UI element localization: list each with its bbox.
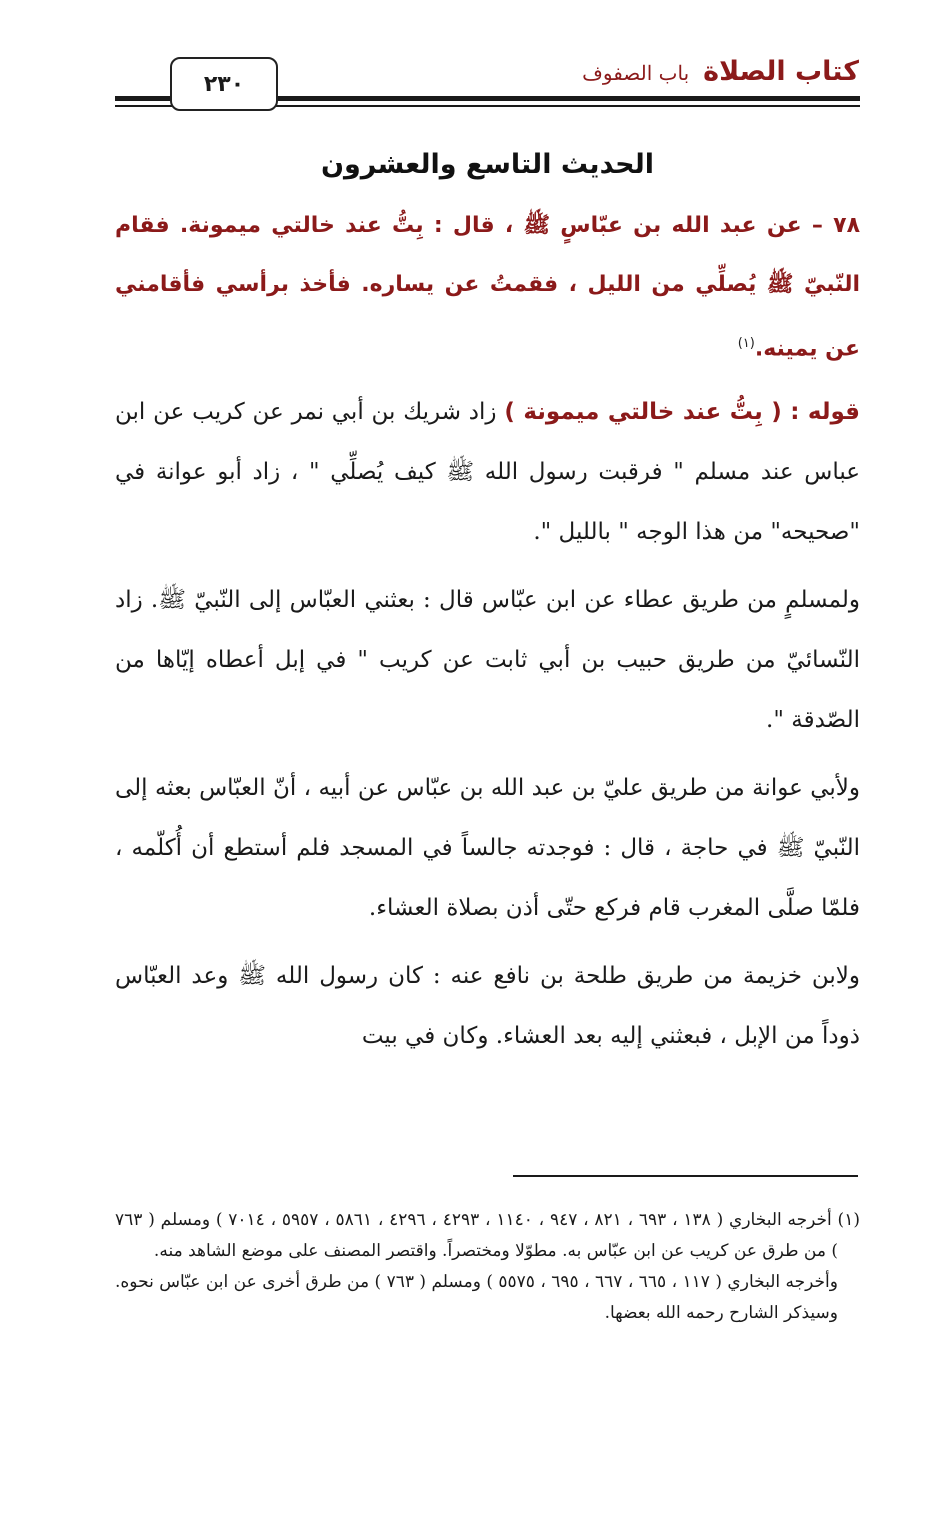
- commentary-paragraph-3: [115, 758, 860, 938]
- hadith-text: [115, 196, 860, 378]
- footnote-1: (١) أخرجه البخاري ( ١٣٨ ، ٦٩٣ ، ٨٢١ ، ٩٤٧ ، ١١٤٠ ، ٤٢٩٣ ، ٤٢٩٦ ، ٥٨٦١ ، ٥٩٥٧ ، ٧٠١٤ ) ومسلم ( ٧٦٣ ) من طرق عن كريب عن ابن عبّاس به. مطوّلا ومختصراً. واقتصر المصنف على موضع الشاهد منه.: [115, 1210, 860, 1261]
- commentary-paragraph-2: [115, 570, 860, 750]
- page-body: [115, 140, 860, 1066]
- commentary-paragraph-4: [115, 946, 860, 1066]
- footnote-reference: (١): [737, 336, 755, 351]
- book-title: كتاب الصلاة: [703, 56, 859, 87]
- hadith-body: ٧٨ – عن عبد الله بن عبّاسٍ ﷺ ، قال : بِتُّ عند خالتي ميمونة. فقام النّبيّ ﷺ يُصلِّي من الليل ، فقمتُ عن يساره. فأخذ برأسي فأقامني عن يمينه.: [115, 213, 860, 362]
- paragraph-text: ولابن خزيمة من طريق طلحة بن نافع عنه : كان رسول الله ﷺ وعد العبّاس ذوداً من الإبل ، فبعثني إليه بعد العشاء. وكان في بيت: [115, 963, 860, 1050]
- paragraph-text: ولأبي عوانة من طريق عليّ بن عبد الله بن عبّاس عن أبيه ، أنّ العبّاس بعثه إلى النّبيّ ﷺ في حاجة ، قال : فوجدته جالساً في المسجد فلم أستطع أن أُكلّمه ، فلمّا صلَّى المغرب قام فركع حتّى أذن بصلاة العشاء.: [115, 775, 860, 922]
- quoted-phrase: قوله : ( بِتُّ عند خالتي ميمونة ): [504, 399, 860, 426]
- footnote-1-continuation: وأخرجه البخاري ( ١١٧ ، ٦٦٥ ، ٦٦٧ ، ٦٩٥ ، ٥٥٧٥ ) ومسلم ( ٧٦٣ ) من طرق أخرى عن ابن عبّاس نحوه. وسيذكر الشارح رحمه الله بعضها.: [115, 1272, 838, 1323]
- footnotes: [115, 1205, 860, 1329]
- paragraph-text: زاد شريك بن أبي نمر عن كريب عن ابن عباس عند مسلم " فرقبت رسول الله ﷺ كيف يُصلِّي " ، زاد أبو عوانة في "صحيحه" من هذا الوجه " بالليل ".: [115, 399, 860, 546]
- paragraph-text: ولمسلمٍ من طريق عطاء عن ابن عبّاس قال : بعثني العبّاس إلى النّبيّ ﷺ. زاد النّسائيّ من طريق حبيب بن أبي ثابت عن كريب " في إبل أعطاه إيّاها من الصّدقة ".: [115, 587, 860, 734]
- page-number: ٢٣٠: [170, 57, 278, 111]
- footnote-separator: [513, 1175, 858, 1177]
- chapter-title: باب الصفوف: [582, 61, 690, 85]
- running-head: [582, 56, 859, 87]
- commentary-paragraph-1: [115, 382, 860, 562]
- section-heading: الحديث التاسع والعشرون: [320, 149, 655, 180]
- page-header: [0, 0, 945, 120]
